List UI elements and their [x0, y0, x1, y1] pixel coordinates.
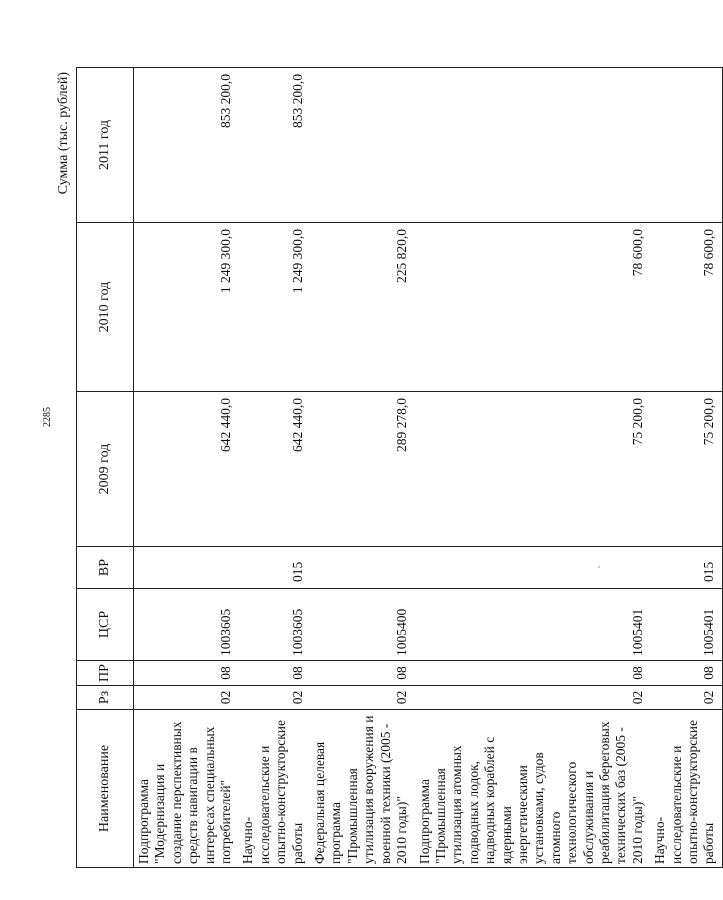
header-pr: ПР	[77, 661, 134, 686]
row-vr: 015	[238, 547, 310, 589]
page-number: 2285	[42, 407, 53, 427]
table-row	[134, 68, 239, 868]
row-csr: 1005401	[415, 589, 651, 661]
row-2010: 78 600,0	[415, 223, 651, 392]
header-row	[77, 68, 134, 868]
row-vr	[310, 547, 414, 589]
table-row	[650, 68, 722, 868]
row-name: Подпрограмма "Промышленная утилизация атомных подводных лодок, надводных кораблей с ядерными энергетическими установками, судов атомного технологического обслуживания и реабилитация береговых технических баз (2005 - 2010 годы)"	[415, 710, 651, 868]
row-rz: 02	[650, 686, 722, 710]
row-rz: 02	[238, 686, 310, 710]
rotated-table-block	[56, 68, 717, 868]
header-rz: Рз	[77, 686, 134, 710]
row-2009: 75 200,0	[415, 392, 651, 547]
row-rz: 02	[134, 686, 239, 710]
row-2010: 1 249 300,0	[238, 223, 310, 392]
row-pr: 08	[310, 661, 414, 686]
row-name: Научно-исследовательские и опытно-конструкторские работы	[650, 710, 722, 868]
row-2010: 225 820,0	[310, 223, 414, 392]
header-2009: 2009 год	[77, 392, 134, 547]
row-vr	[415, 547, 651, 589]
row-2011: 853 200,0	[238, 68, 310, 223]
row-vr	[134, 547, 239, 589]
row-2011	[650, 68, 722, 223]
header-vr: ВР	[77, 547, 134, 589]
row-2010: 1 249 300,0	[134, 223, 239, 392]
row-2009: 642 440,0	[238, 392, 310, 547]
row-rz: 02	[310, 686, 414, 710]
row-name: Подпрограмма "Модернизация и создание перспективных средств навигации в интересах специальных потребителей"	[134, 710, 239, 868]
unit-label: Сумма (тыс. рублей)	[56, 72, 71, 195]
row-name: Научно-исследовательские и опытно-конструкторские работы	[238, 710, 310, 868]
row-csr: 1003605	[134, 589, 239, 661]
row-2011	[415, 68, 651, 223]
row-rz: 02	[415, 686, 651, 710]
row-name: Федеральная целевая программа "Промышленная утилизация вооружения и военной техники (2005 - 2010 годы)"	[310, 710, 414, 868]
budget-table	[76, 67, 723, 868]
row-2011	[310, 68, 414, 223]
row-csr: 1005400	[310, 589, 414, 661]
header-name: Наименование	[77, 710, 134, 868]
row-pr: 08	[650, 661, 722, 686]
header-2010: 2010 год	[77, 223, 134, 392]
table-row	[415, 68, 651, 868]
row-2009: 75 200,0	[650, 392, 722, 547]
header-csr: ЦСР	[77, 589, 134, 661]
table-row	[310, 68, 414, 868]
row-2010: 78 600,0	[650, 223, 722, 392]
row-2009: 642 440,0	[134, 392, 239, 547]
row-pr: 08	[134, 661, 239, 686]
row-csr: 1003605	[238, 589, 310, 661]
row-2011: 853 200,0	[134, 68, 239, 223]
row-pr: 08	[238, 661, 310, 686]
row-pr: 08	[415, 661, 651, 686]
row-csr: 1005401	[650, 589, 722, 661]
header-2011: 2011 год	[77, 68, 134, 223]
table-row	[238, 68, 310, 868]
row-2009: 289 278,0	[310, 392, 414, 547]
row-vr: 015	[650, 547, 722, 589]
